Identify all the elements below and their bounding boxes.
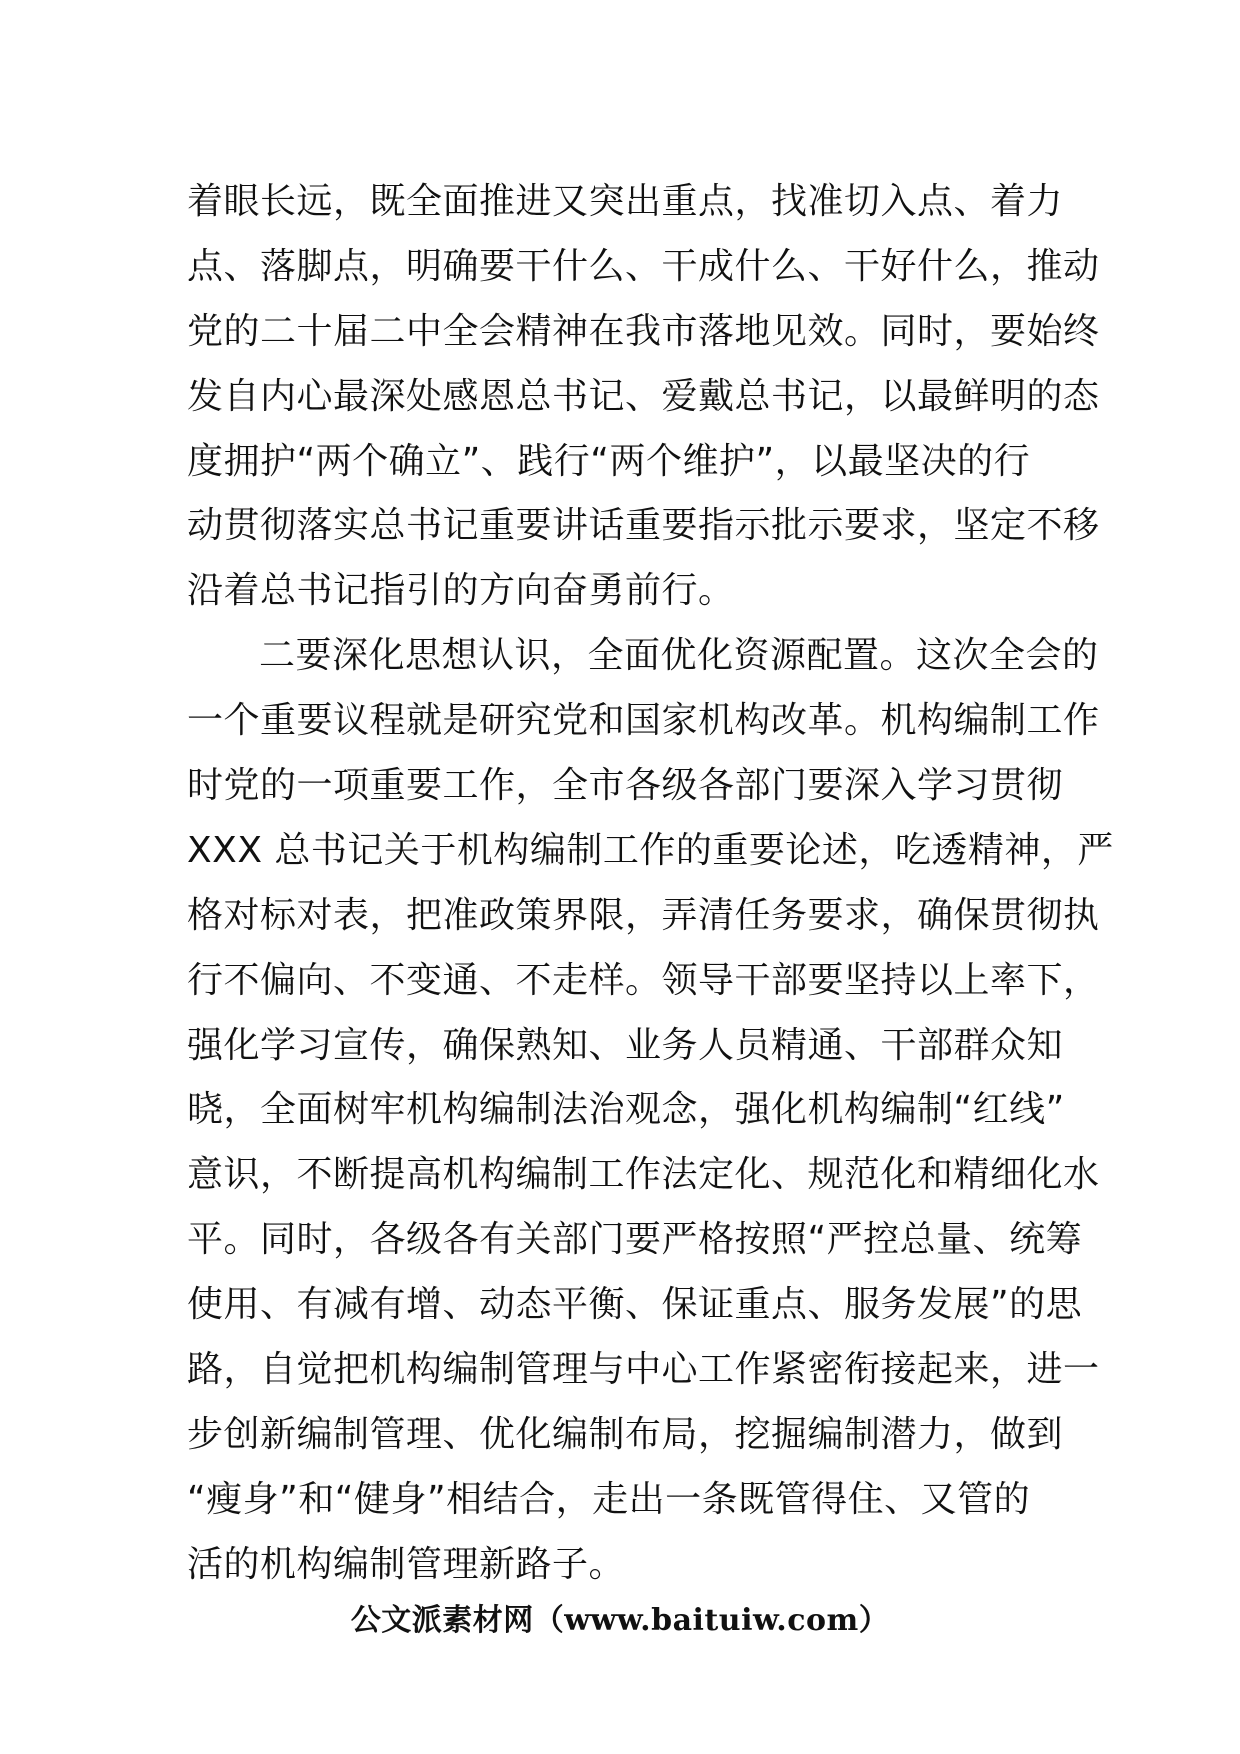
text-line: 强化学习宣传，确保熟知、业务人员精通、干部群众知: [187, 1024, 1064, 1066]
text-line: 发自内心最深处感恩总书记、爱戴总书记，以最鲜明的态: [187, 375, 1100, 417]
text-line: 活的机构编制管理新路子。: [187, 1543, 626, 1585]
document-body: [187, 170, 1114, 1598]
text-line: 一个重要议程就是研究党和国家机构改革。机构编制工作: [187, 700, 1100, 742]
text-line: 时党的一项重要工作，全市各级各部门要深入学习贯彻: [187, 765, 1064, 807]
text-line: 度拥护“两个确立”、践行“两个维护”，以最坚决的行: [187, 440, 1031, 482]
paragraph-start-line: 二要深化思想认识，全面优化资源配置。这次全会的: [259, 635, 1099, 677]
text-line: 行不偏向、不变通、不走样。领导干部要坚持以上率下，: [187, 959, 1100, 1001]
text-line: 步创新编制管理、优化编制布局，挖掘编制潜力，做到: [187, 1413, 1064, 1455]
text-line: 沿着总书记指引的方向奋勇前行。: [187, 570, 735, 612]
text-line: 党的二十届二中全会精神在我市落地见效。同时，要始终: [187, 310, 1100, 352]
text-line: 晓，全面树牢机构编制法治观念，强化机构编制“红线”: [187, 1089, 1065, 1131]
text-line: 动贯彻落实总书记重要讲话重要指示批示要求，坚定不移: [187, 505, 1100, 547]
text-line: 着眼长远，既全面推进又突出重点，找准切入点、着力: [187, 181, 1064, 222]
text-line: 格对标对表，把准政策界限，弄清任务要求，确保贯彻执: [187, 894, 1100, 936]
text-line: XXX 总书记关于机构编制工作的重要论述，吃透精神，严: [187, 829, 1114, 871]
text-line: 点、落脚点，明确要干什么、干成什么、干好什么，推动: [187, 245, 1100, 287]
text-line: 平。同时，各级各有关部门要严格按照“严控总量、统筹: [187, 1219, 1083, 1261]
text-line: “瘦身”和“健身”相结合，走出一条既管得住、又管的: [187, 1478, 1031, 1520]
source-footer: 公文派素材网（www.baituiw.com）: [350, 1603, 890, 1638]
text-line: 路，自觉把机构编制管理与中心工作紧密衔接起来，进一: [187, 1349, 1100, 1391]
text-line: 使用、有减有增、动态平衡、保证重点、服务发展”的思: [187, 1284, 1083, 1326]
text-line: 意识，不断提高机构编制工作法定化、规范化和精细化水: [187, 1154, 1100, 1196]
